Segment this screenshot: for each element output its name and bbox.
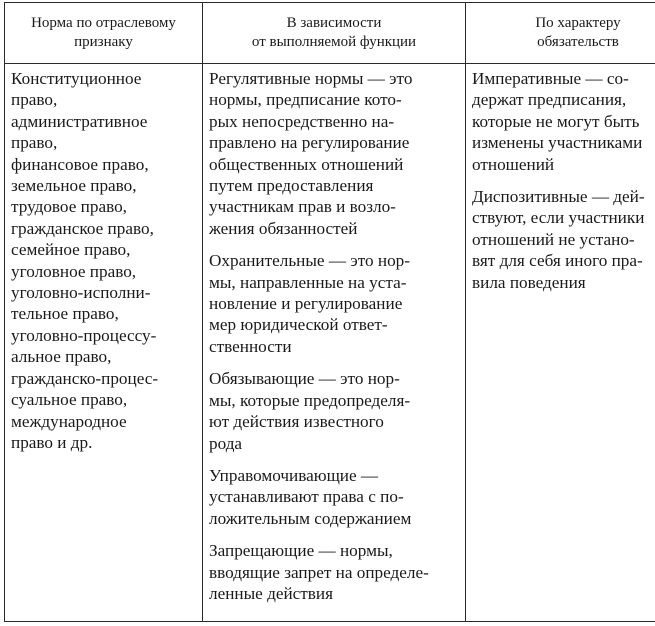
cell-functions bbox=[203, 64, 466, 622]
text-line: рых непосредственно на- bbox=[209, 111, 395, 131]
text-line: Конституционное bbox=[11, 69, 142, 88]
text-line: ют действия известного bbox=[209, 412, 384, 432]
text-line: финансовое право, bbox=[11, 154, 149, 174]
text-line: правлено на регулирование bbox=[209, 133, 410, 153]
body-row bbox=[5, 64, 655, 622]
text-line: Управомочивающие — bbox=[209, 465, 379, 485]
text-line: ствуют, если участники bbox=[472, 208, 645, 228]
text-line: устанавливают права с по- bbox=[209, 487, 404, 507]
text-line: трудовое право, bbox=[11, 197, 127, 217]
text-line: вводящие запрет на определе- bbox=[209, 562, 429, 582]
text-line: гражданское право, bbox=[11, 218, 154, 238]
text-line: мы, направленные на уста- bbox=[209, 272, 407, 292]
text-line: Императивные — со- bbox=[472, 69, 629, 88]
text-line: земельное право, bbox=[11, 176, 137, 196]
text-line: право и др. bbox=[11, 432, 93, 452]
text-line: уголовное право, bbox=[11, 261, 137, 281]
header-line: от выполняемой функции bbox=[251, 34, 417, 50]
paragraph-prohibiting bbox=[209, 540, 458, 604]
header-line: В зависимости bbox=[286, 15, 382, 31]
text-line: рода bbox=[209, 433, 243, 453]
text-line: право, bbox=[11, 90, 58, 110]
text-line: вят для себя иного пра- bbox=[472, 251, 643, 271]
text-line: тельное право, bbox=[11, 304, 119, 324]
text-line: нормы, предписание кото- bbox=[209, 90, 402, 110]
text-line: Запрещающие — нормы, bbox=[209, 541, 393, 561]
text-line: суальное право, bbox=[11, 390, 128, 410]
text-line: гражданско-процес- bbox=[11, 368, 159, 388]
text-line: держат предписания, bbox=[472, 90, 627, 110]
paragraph-dispositive bbox=[472, 186, 655, 293]
header-row bbox=[5, 3, 655, 64]
text-line: участникам прав и возло- bbox=[209, 197, 396, 217]
text-line: Регулятивные нормы — это bbox=[209, 69, 413, 88]
text-line: административное bbox=[11, 111, 148, 131]
header-line: По характеру bbox=[535, 15, 621, 31]
text-line: мы, которые предопределя- bbox=[209, 390, 411, 410]
text-line: семейное право, bbox=[11, 240, 131, 260]
header-by-function bbox=[203, 3, 466, 64]
text-line: Диспозитивные — дей- bbox=[472, 187, 645, 207]
text-line: отношений не устано- bbox=[472, 229, 635, 249]
text-line: которые не могут быть bbox=[472, 111, 640, 131]
header-line: обязательств bbox=[537, 34, 619, 50]
text-line: новление и регулирование bbox=[209, 294, 403, 314]
text-line: изменены участниками bbox=[472, 133, 643, 153]
header-by-obligation bbox=[466, 3, 655, 64]
paragraph-protective bbox=[209, 250, 458, 357]
text-line: жения обязанностей bbox=[209, 218, 358, 238]
text-line: международное bbox=[11, 411, 127, 431]
text-line: отношений bbox=[472, 154, 555, 174]
text-line: путем предоставления bbox=[209, 176, 374, 196]
header-line: признаку bbox=[74, 34, 133, 50]
paragraph-empowering bbox=[209, 465, 458, 529]
paragraph-imperative bbox=[472, 68, 655, 175]
text-line: вила поведения bbox=[472, 272, 586, 292]
paragraph-obligating bbox=[209, 368, 458, 454]
text-line: право, bbox=[11, 133, 58, 153]
header-line: Норма по отраслевому bbox=[31, 15, 176, 31]
text-line: уголовно-исполни- bbox=[11, 283, 151, 303]
text-line: альное право, bbox=[11, 347, 112, 367]
header-by-branch bbox=[5, 3, 203, 64]
text-line: уголовно-процессу- bbox=[11, 325, 157, 345]
text-line: ленные действия bbox=[209, 583, 334, 603]
cell-branches bbox=[5, 64, 203, 622]
paragraph-regulatory bbox=[209, 68, 458, 239]
text-line: мер юридической ответ- bbox=[209, 315, 388, 335]
norms-classification-table bbox=[4, 2, 655, 622]
text-line: ственности bbox=[209, 336, 292, 356]
text-line: Обязывающие — это нор- bbox=[209, 369, 400, 389]
text-line: ложительным содержанием bbox=[209, 508, 412, 528]
cell-obligations bbox=[466, 64, 655, 622]
text-line: общественных отношений bbox=[209, 154, 404, 174]
text-line: Охранительные — это нор- bbox=[209, 251, 410, 271]
